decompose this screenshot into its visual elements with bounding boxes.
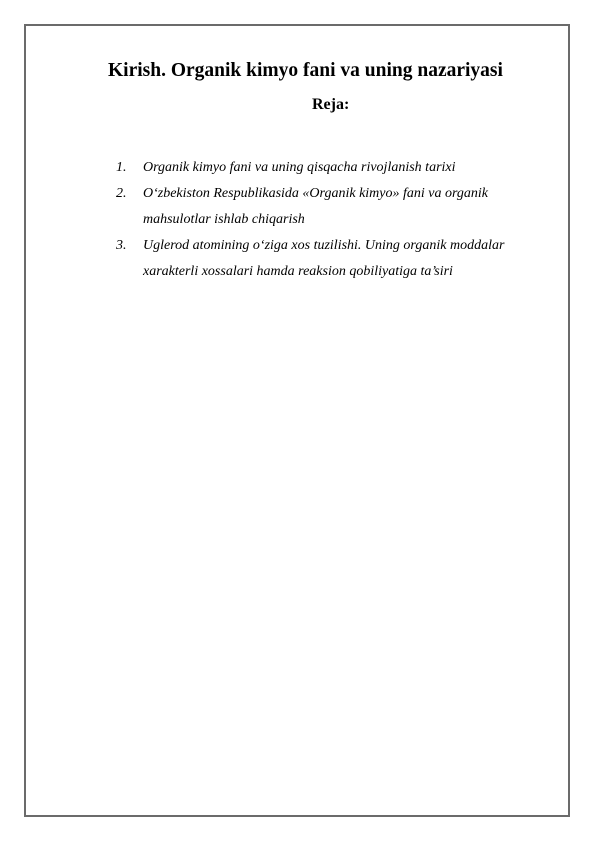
plan-item-number: 3. <box>116 238 127 253</box>
document-title: Kirish. Organik kimyo fani va uning nazariyasi <box>108 60 503 81</box>
plan-item-text: O‘zbekiston Respublikasida «Organik kimyo» fani va organik mahsulotlar ishlab chiqarish <box>143 186 489 227</box>
plan-item-text: Uglerod atomining o‘ziga xos tuzilishi. Uning organik moddalar xarakterli xossalari hamda reaksion qobiliyatiga ta’siri <box>143 238 505 279</box>
plan-list <box>116 155 556 285</box>
plan-item-number: 2. <box>116 186 127 201</box>
plan-item-1 <box>116 155 556 181</box>
plan-item-number: 1. <box>116 160 127 175</box>
plan-item-2 <box>116 181 543 233</box>
plan-heading: Reja: <box>312 96 350 113</box>
plan-item-3 <box>116 233 543 285</box>
plan-item-text: Organik kimyo fani va uning qisqacha rivojlanish tarixi <box>143 160 456 175</box>
page-border <box>24 24 570 817</box>
